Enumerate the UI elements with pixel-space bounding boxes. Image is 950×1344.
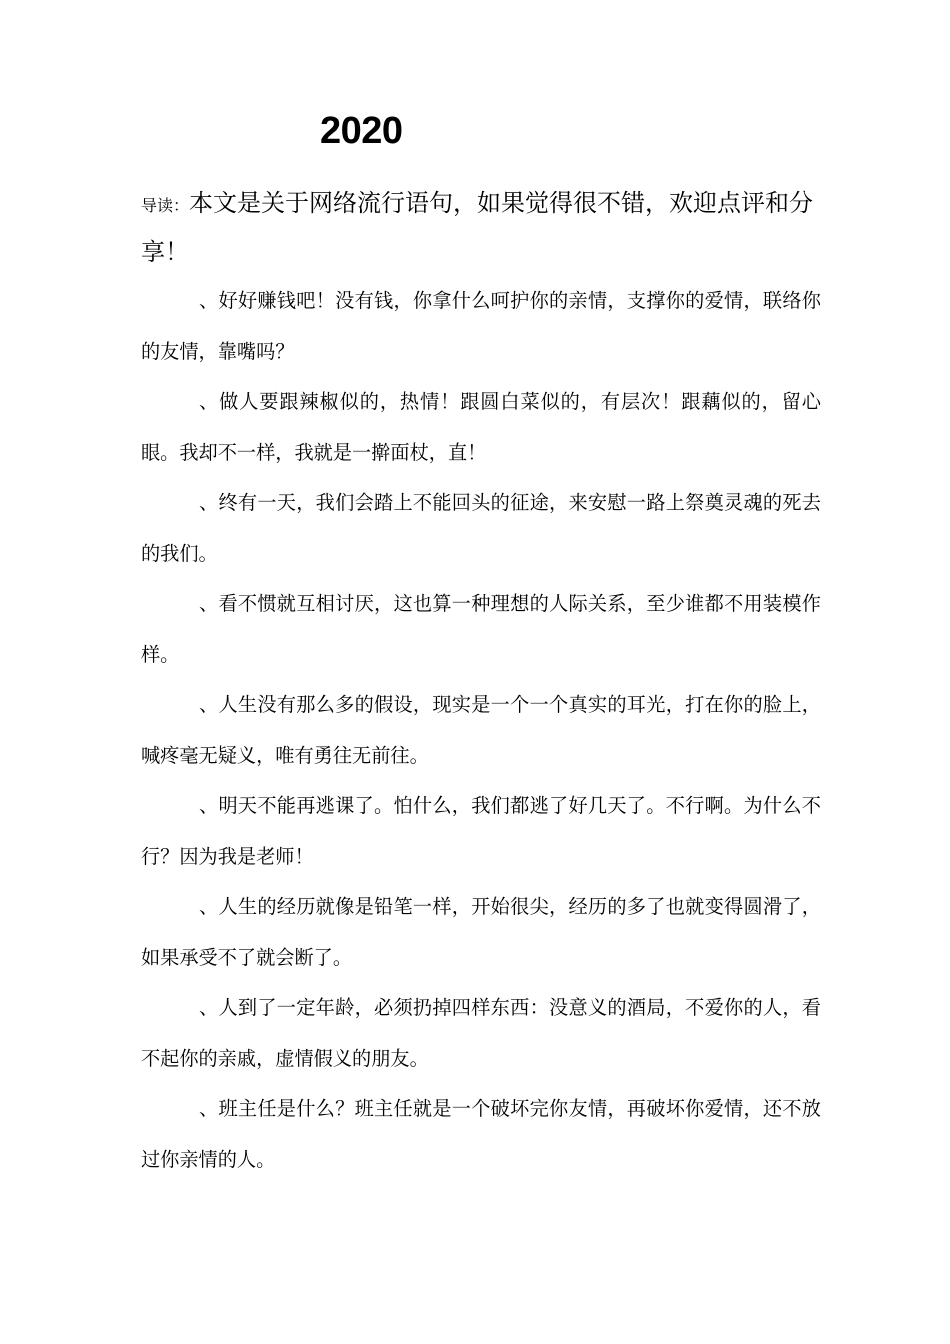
intro-lead-label: 导读： xyxy=(141,196,190,215)
quote-paragraph-5: 、人生没有那么多的假设，现实是一个一个真实的耳光，打在你的脸上，喊疼毫无疑义，唯有勇往无前往。 xyxy=(141,693,821,767)
quote-paragraph-3: 、终有一天，我们会踏上不能回头的征途，来安慰一路上祭奠灵魂的死去的我们。 xyxy=(141,491,821,565)
quote-paragraph-6: 、明天不能再逃课了。怕什么，我们都逃了好几天了。不行啊。为什么不行？因为我是老师！ xyxy=(141,794,821,868)
quote-paragraph-4: 、看不惯就互相讨厌，这也算一种理想的人际关系，至少谁都不用装模作样。 xyxy=(141,592,821,666)
quote-paragraph-1: 、好好赚钱吧！没有钱，你拿什么呵护你的亲情，支撑你的爱情，联络你的友情，靠嘴吗？ xyxy=(141,289,821,363)
intro-paragraph xyxy=(141,180,821,275)
quote-list xyxy=(141,276,821,1185)
document-title: 2020 xyxy=(320,110,403,152)
intro-text: 本文是关于网络流行语句，如果觉得很不错，欢迎点评和分享！ xyxy=(141,189,814,266)
quote-paragraph-8: 、人到了一定年龄，必须扔掉四样东西：没意义的酒局，不爱你的人，看不起你的亲戚，虚情假义的朋友。 xyxy=(141,996,821,1070)
quote-paragraph-7: 、人生的经历就像是铅笔一样，开始很尖，经历的多了也就变得圆滑了，如果承受不了就会断了。 xyxy=(141,895,821,969)
quote-paragraph-9: 、班主任是什么？班主任就是一个破坏完你友情，再破坏你爱情，还不放过你亲情的人。 xyxy=(141,1097,821,1171)
quote-paragraph-2: 、做人要跟辣椒似的，热情！跟圆白菜似的，有层次！跟藕似的，留心眼。我却不一样，我就是一擀面杖，直！ xyxy=(141,390,821,464)
